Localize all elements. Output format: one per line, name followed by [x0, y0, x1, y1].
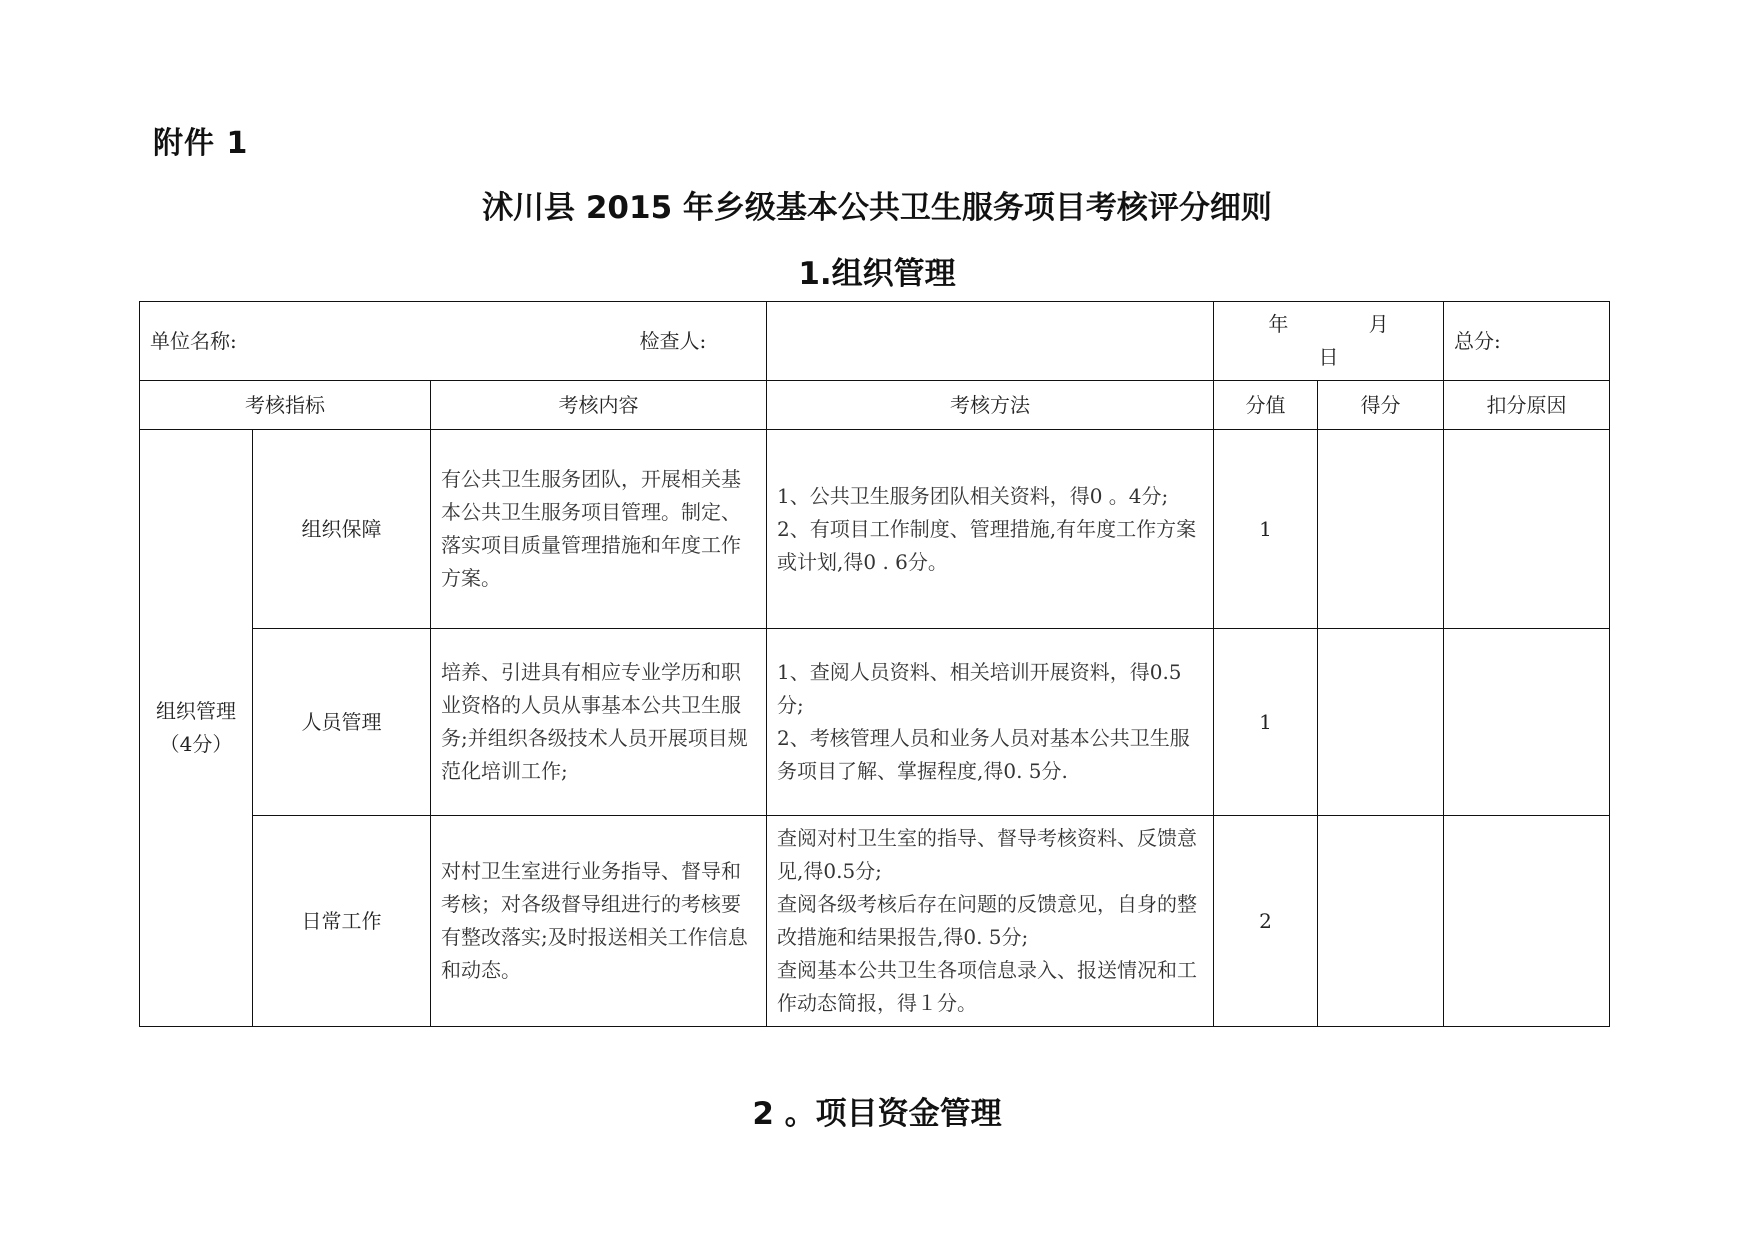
- method-cell: [767, 629, 1214, 816]
- total-score-cell: [1444, 302, 1610, 381]
- category-points: （4分）: [159, 732, 233, 756]
- method-line: 查阅基本公共卫生各项信息录入、报送情况和工作动态简报，得１分。: [777, 958, 1197, 1015]
- header-reason: 扣分原因: [1444, 381, 1610, 430]
- unit-name-cell: [140, 302, 767, 381]
- header-content: 考核内容: [431, 381, 767, 430]
- unit-name-label: 单位名称:: [150, 328, 237, 353]
- indicator-cell: 人员管理: [253, 629, 431, 816]
- section-title-organization: 1.组织管理: [798, 256, 956, 292]
- table-row: [140, 430, 1610, 629]
- category-name: 组织管理: [156, 699, 236, 723]
- deduction-reason-cell[interactable]: [1444, 629, 1610, 816]
- deduction-reason-cell[interactable]: [1444, 816, 1610, 1027]
- points-cell: 1: [1214, 629, 1318, 816]
- header-points: 分值: [1214, 381, 1318, 430]
- method-line: 查阅对村卫生室的指导、督导考核资料、反馈意见,得0.5分;: [777, 826, 1197, 883]
- attachment-label: 附件 1: [153, 126, 249, 161]
- method-line: 查阅各级考核后存在问题的反馈意见，自身的整改措施和结果报告,得0. 5分;: [777, 892, 1197, 949]
- points-cell: 2: [1214, 816, 1318, 1027]
- indicator-cell: 日常工作: [253, 816, 431, 1027]
- header-indicator: 考核指标: [140, 381, 431, 430]
- method-line: 2、考核管理人员和业务人员对基本公共卫生服务项目了解、掌握程度,得0. 5分.: [777, 726, 1190, 783]
- header-row: [140, 381, 1610, 430]
- method-line: 1、查阅人员资料、相关培训开展资料，得0.5分;: [777, 660, 1182, 717]
- method-cell: [767, 816, 1214, 1027]
- method-cell: [767, 430, 1214, 629]
- table-row: [140, 816, 1610, 1027]
- date-year-label: 年: [1268, 312, 1289, 336]
- total-score-label: 总分:: [1454, 328, 1501, 353]
- points-cell: 1: [1214, 430, 1318, 629]
- date-month-label: 月: [1368, 312, 1389, 336]
- header-score: 得分: [1318, 381, 1444, 430]
- score-cell[interactable]: [1318, 629, 1444, 816]
- table-row: [140, 629, 1610, 816]
- indicator-cell: 组织保障: [253, 430, 431, 629]
- method-line: 1、公共卫生服务团队相关资料，得0 。4分;: [777, 483, 1169, 508]
- deduction-reason-cell[interactable]: [1444, 430, 1610, 629]
- assessment-table: [139, 301, 1610, 1027]
- date-cell: [1214, 302, 1444, 381]
- content-cell: 对村卫生室进行业务指导、督导和考核；对各级督导组进行的考核要有整改落实;及时报送相关工作信息和动态。: [431, 816, 767, 1027]
- section-title-funds: 2 。项目资金管理: [752, 1096, 1002, 1132]
- content-cell: 培养、引进具有相应专业学历和职业资格的人员从事基本公共卫生服务;并组织各级技术人员开展项目规范化培训工作;: [431, 629, 767, 816]
- header-method: 考核方法: [767, 381, 1214, 430]
- score-cell[interactable]: [1318, 430, 1444, 629]
- content-cell: 有公共卫生服务团队，开展相关基本公共卫生服务项目管理。制定、落实项目质量管理措施和年度工作方案。: [431, 430, 767, 629]
- score-cell[interactable]: [1318, 816, 1444, 1027]
- inspector-label: 检查人:: [639, 328, 707, 353]
- method-line: 2、有项目工作制度、管理措施,有年度工作方案或计划,得0 . 6分。: [777, 516, 1197, 574]
- date-day-label: 日: [1318, 345, 1339, 369]
- info-row: [140, 302, 1610, 381]
- document-title: 沭川县 2015 年乡级基本公共卫生服务项目考核评分细则: [482, 190, 1272, 226]
- category-cell: [140, 430, 253, 1027]
